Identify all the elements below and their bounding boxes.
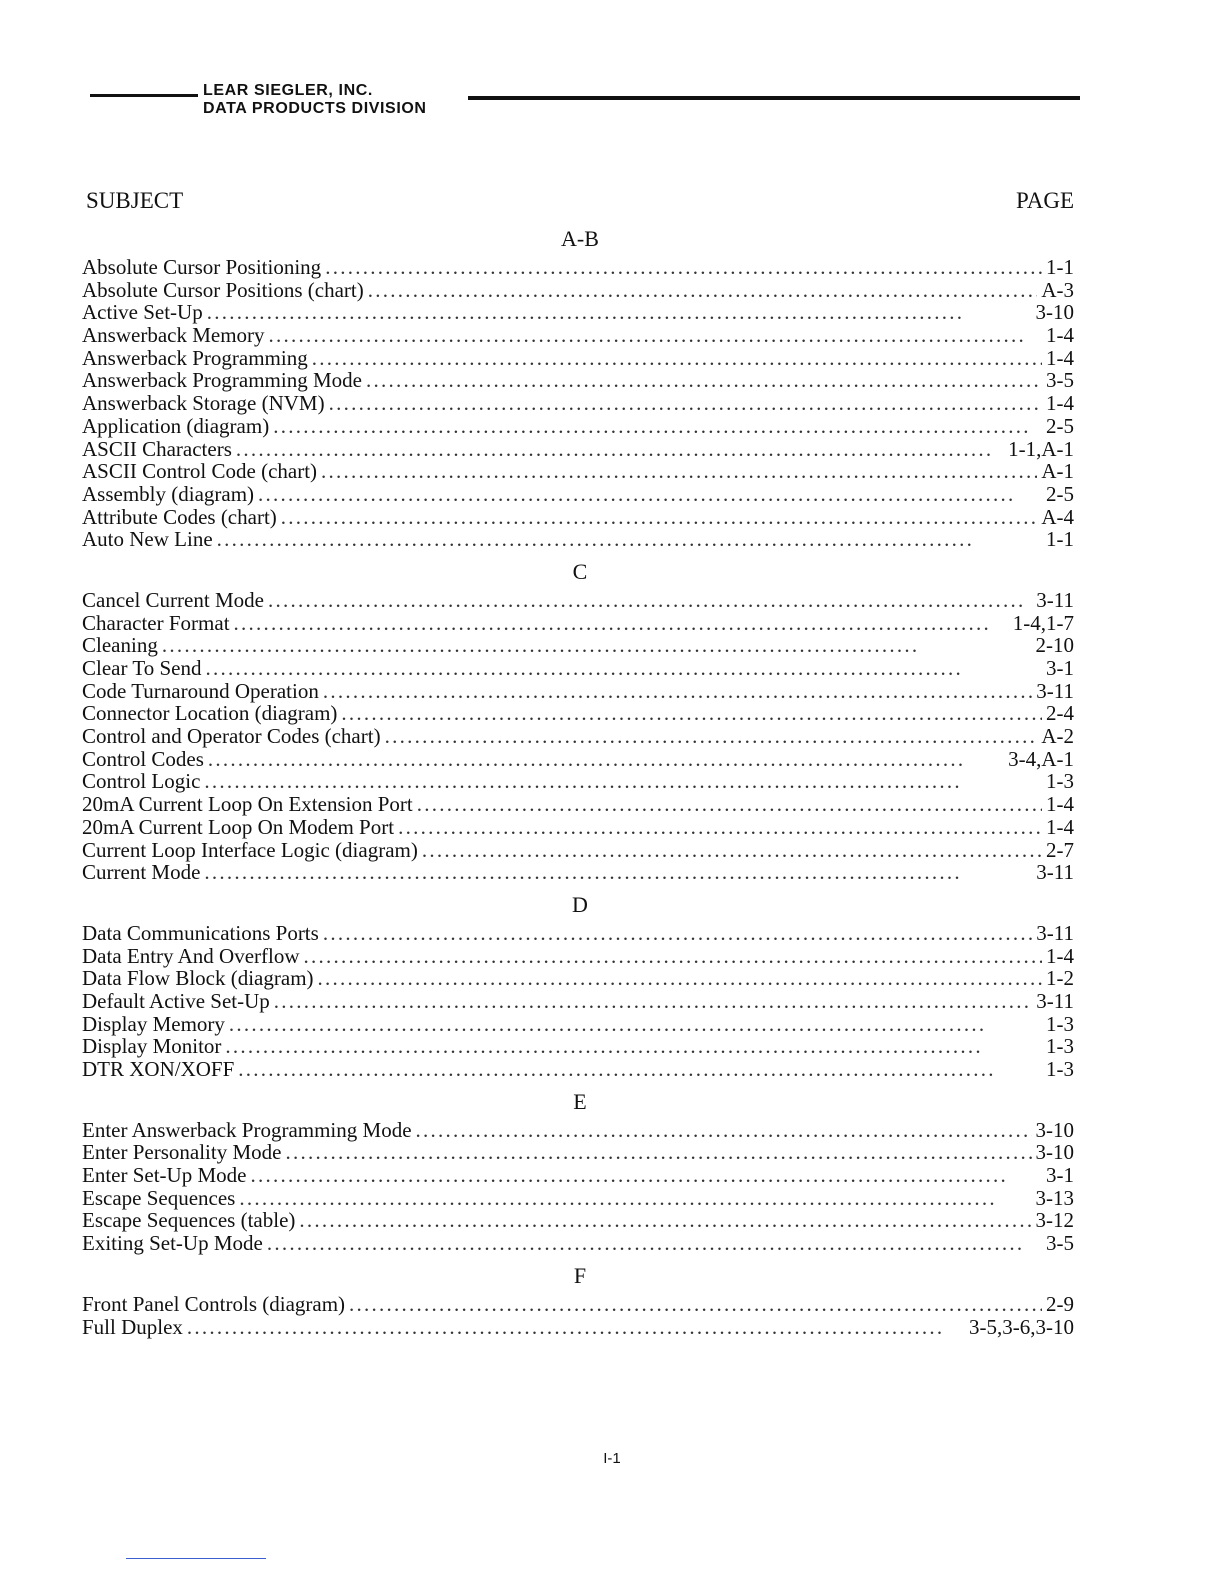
subject-column-header: SUBJECT bbox=[86, 188, 184, 213]
entry-term: Data Flow Block (diagram) bbox=[82, 966, 314, 991]
index-entry bbox=[82, 922, 1074, 945]
entry-term: Current Mode bbox=[82, 860, 201, 885]
entry-term: Answerback Storage (NVM) bbox=[82, 391, 325, 416]
entry-page: 2-4 bbox=[1046, 701, 1074, 726]
entry-term: Display Memory bbox=[82, 1011, 225, 1036]
entry-page: 3-11 bbox=[1036, 678, 1074, 703]
entry-page: A-2 bbox=[1041, 724, 1074, 749]
index-list bbox=[82, 222, 1074, 1342]
index-entry bbox=[82, 1035, 1074, 1058]
entry-page: 3-5 bbox=[1046, 368, 1074, 393]
index-section bbox=[82, 222, 1074, 555]
dot-leader bbox=[285, 1141, 1031, 1164]
index-entry bbox=[82, 990, 1074, 1013]
index-entry bbox=[82, 415, 1074, 438]
index-entry bbox=[82, 1141, 1074, 1164]
index-entry bbox=[82, 589, 1074, 612]
entry-page: 3-5,3-6,3-10 bbox=[969, 1314, 1074, 1339]
section-letter: A-B bbox=[561, 226, 599, 251]
entry-page: 2-5 bbox=[1046, 413, 1074, 438]
index-entry bbox=[82, 506, 1074, 529]
entry-page: 3-1 bbox=[1046, 656, 1074, 680]
index-entry bbox=[82, 1164, 1074, 1187]
entry-term: Answerback Programming bbox=[82, 345, 308, 370]
index-entry bbox=[82, 634, 1074, 657]
index-entry bbox=[82, 861, 1074, 884]
dot-leader bbox=[312, 347, 1042, 370]
entry-term: Absolute Cursor Positioning bbox=[82, 255, 322, 279]
entry-term: Cleaning bbox=[82, 633, 158, 658]
bottom-rule bbox=[126, 1558, 266, 1559]
dot-leader bbox=[268, 589, 1032, 612]
entry-term: Display Monitor bbox=[82, 1034, 222, 1059]
entry-page: 1-4 bbox=[1046, 323, 1074, 348]
entry-term: ASCII Characters bbox=[82, 436, 232, 461]
entry-page: 3-10 bbox=[1035, 1117, 1074, 1142]
dot-leader bbox=[329, 392, 1042, 415]
index-entry bbox=[82, 1119, 1074, 1142]
entry-term: 20mA Current Loop On Modem Port bbox=[82, 814, 395, 839]
index-entry bbox=[82, 369, 1074, 392]
index-section bbox=[82, 1259, 1074, 1342]
index-entry bbox=[82, 770, 1074, 793]
entry-term: Application (diagram) bbox=[82, 413, 270, 438]
dot-leader bbox=[225, 1035, 1042, 1058]
dot-leader bbox=[229, 1013, 1042, 1036]
entry-term: Data Communications Ports bbox=[82, 920, 319, 945]
dot-leader bbox=[258, 483, 1042, 506]
entry-page: 3-13 bbox=[1035, 1185, 1074, 1210]
entry-page: 3-10 bbox=[1035, 1140, 1074, 1165]
dot-leader bbox=[368, 279, 1038, 302]
dot-leader bbox=[321, 460, 1037, 483]
index-entry bbox=[82, 324, 1074, 347]
dot-leader bbox=[366, 369, 1042, 392]
entry-term: Control and Operator Codes (chart) bbox=[82, 724, 381, 749]
entry-term: Current Loop Interface Logic (diagram) bbox=[82, 837, 418, 862]
header-rule-right bbox=[468, 96, 1080, 100]
page-number: I-1 bbox=[603, 1450, 621, 1467]
entry-page: 2-7 bbox=[1046, 837, 1074, 862]
index-entry bbox=[82, 528, 1074, 551]
entry-term: Control Logic bbox=[82, 769, 201, 794]
dot-leader bbox=[269, 324, 1042, 347]
entry-page: 3-5 bbox=[1046, 1231, 1074, 1256]
index-entry bbox=[82, 392, 1074, 415]
index-entry bbox=[82, 301, 1074, 324]
dot-leader bbox=[304, 945, 1042, 968]
index-entry bbox=[82, 612, 1074, 635]
entry-page: 1-1 bbox=[1046, 255, 1074, 279]
dot-leader bbox=[323, 922, 1032, 945]
entry-term: Data Entry And Overflow bbox=[82, 943, 300, 968]
dot-leader bbox=[385, 725, 1038, 748]
entry-page: A-1 bbox=[1041, 459, 1074, 484]
section-letter: D bbox=[572, 891, 588, 917]
dot-leader bbox=[417, 793, 1042, 816]
division-name: DATA PRODUCTS DIVISION bbox=[203, 100, 427, 117]
entry-page: 3-11 bbox=[1036, 988, 1074, 1013]
entry-page: 1-2 bbox=[1046, 966, 1074, 991]
entry-page: 3-12 bbox=[1035, 1208, 1074, 1233]
entry-page: 1-4,1-7 bbox=[1012, 610, 1074, 635]
entry-term: Cancel Current Mode bbox=[82, 587, 264, 612]
index-entry bbox=[82, 967, 1074, 990]
section-letter: E bbox=[573, 1088, 587, 1114]
entry-term: Enter Personality Mode bbox=[82, 1140, 282, 1165]
entry-term: Escape Sequences bbox=[82, 1185, 236, 1210]
entry-term: Control Codes bbox=[82, 746, 204, 771]
page-column-header: PAGE bbox=[1016, 188, 1074, 213]
index-entry bbox=[82, 1187, 1074, 1210]
index-entry bbox=[82, 483, 1074, 506]
dot-leader bbox=[236, 438, 1004, 461]
entry-page: 1-4 bbox=[1046, 814, 1074, 839]
index-entry bbox=[82, 839, 1074, 862]
entry-term: Code Turnaround Operation bbox=[82, 678, 319, 703]
header-text bbox=[203, 82, 427, 118]
entry-page: 3-4,A-1 bbox=[1008, 746, 1074, 771]
section-letter: C bbox=[572, 558, 588, 584]
entry-term: Absolute Cursor Positions (chart) bbox=[82, 277, 364, 302]
dot-leader bbox=[217, 528, 1042, 551]
dot-leader bbox=[250, 1164, 1042, 1187]
index-entry bbox=[82, 1013, 1074, 1036]
index-entry bbox=[82, 748, 1074, 771]
index-entry bbox=[82, 438, 1074, 461]
dot-leader bbox=[325, 256, 1042, 279]
index-entry bbox=[82, 945, 1074, 968]
page-header bbox=[90, 82, 1080, 122]
index-entry bbox=[82, 460, 1074, 483]
index-entry bbox=[82, 1232, 1074, 1255]
entry-term: Full Duplex bbox=[82, 1314, 183, 1339]
entry-term: 20mA Current Loop On Extension Port bbox=[82, 792, 413, 817]
entry-term: Character Format bbox=[82, 610, 230, 635]
index-entry bbox=[82, 816, 1074, 839]
dot-leader bbox=[349, 1293, 1042, 1316]
entry-page: 1-4 bbox=[1046, 345, 1074, 370]
dot-leader bbox=[267, 1232, 1042, 1255]
index-entry bbox=[82, 279, 1074, 302]
dot-leader bbox=[273, 415, 1042, 438]
entry-term: Escape Sequences (table) bbox=[82, 1208, 296, 1233]
entry-term: Default Active Set-Up bbox=[82, 988, 270, 1013]
entry-page: 1-4 bbox=[1046, 792, 1074, 817]
index-entry bbox=[82, 347, 1074, 370]
entry-page: 2-9 bbox=[1046, 1291, 1074, 1316]
entry-page: 3-10 bbox=[1035, 300, 1074, 325]
entry-term: Auto New Line bbox=[82, 527, 213, 552]
index-entry bbox=[82, 256, 1074, 279]
entry-page: 3-11 bbox=[1036, 920, 1074, 945]
entry-term: Answerback Programming Mode bbox=[82, 368, 362, 393]
entry-page: 2-5 bbox=[1046, 481, 1074, 506]
entry-term: Enter Answerback Programming Mode bbox=[82, 1117, 412, 1142]
entry-page: A-4 bbox=[1041, 504, 1074, 529]
index-entry bbox=[82, 725, 1074, 748]
entry-page: 3-11 bbox=[1036, 587, 1074, 612]
dot-leader bbox=[207, 301, 1032, 324]
index-entry bbox=[82, 1209, 1074, 1232]
entry-page: 3-1 bbox=[1046, 1163, 1074, 1188]
entry-term: Clear To Send bbox=[82, 656, 202, 680]
index-entry bbox=[82, 1058, 1074, 1081]
entry-term: Enter Set-Up Mode bbox=[82, 1163, 247, 1188]
dot-leader bbox=[234, 612, 1009, 635]
dot-leader bbox=[205, 657, 1042, 680]
entry-term: ASCII Control Code (chart) bbox=[82, 459, 318, 484]
entry-page: 1-1,A-1 bbox=[1008, 436, 1074, 461]
entry-page: 1-4 bbox=[1046, 391, 1074, 416]
index-entry bbox=[82, 657, 1074, 680]
index-entry bbox=[82, 702, 1074, 725]
dot-leader bbox=[299, 1209, 1031, 1232]
entry-page: 2-10 bbox=[1035, 633, 1074, 658]
dot-leader bbox=[204, 770, 1042, 793]
dot-leader bbox=[204, 861, 1032, 884]
entry-page: 1-4 bbox=[1046, 943, 1074, 968]
entry-page: 1-3 bbox=[1046, 1057, 1074, 1081]
dot-leader bbox=[398, 816, 1042, 839]
entry-term: Front Panel Controls (diagram) bbox=[82, 1291, 346, 1316]
dot-leader bbox=[238, 1058, 1042, 1081]
dot-leader bbox=[416, 1119, 1032, 1142]
entry-term: Attribute Codes (chart) bbox=[82, 504, 277, 529]
entry-page: 1-1 bbox=[1046, 527, 1074, 552]
entry-page: 3-11 bbox=[1036, 860, 1074, 885]
entry-page: 1-3 bbox=[1046, 1034, 1074, 1059]
dot-leader bbox=[318, 967, 1042, 990]
entry-page: 1-3 bbox=[1046, 1011, 1074, 1036]
entry-term: Assembly (diagram) bbox=[82, 481, 255, 506]
dot-leader bbox=[422, 839, 1042, 862]
entry-term: Connector Location (diagram) bbox=[82, 701, 338, 726]
section-letter: F bbox=[573, 1262, 587, 1288]
dot-leader bbox=[208, 748, 1004, 771]
entry-term: DTR XON/XOFF bbox=[82, 1057, 235, 1081]
company-name: LEAR SIEGLER, INC. bbox=[203, 82, 373, 99]
section-gap bbox=[82, 1338, 1074, 1342]
index-section bbox=[82, 1085, 1074, 1259]
index-entry bbox=[82, 680, 1074, 703]
index-entry bbox=[82, 1316, 1074, 1339]
dot-leader bbox=[341, 702, 1042, 725]
dot-leader bbox=[162, 634, 1032, 657]
dot-leader bbox=[274, 990, 1033, 1013]
index-entry bbox=[82, 793, 1074, 816]
index-entry bbox=[82, 1293, 1074, 1316]
index-section bbox=[82, 888, 1074, 1085]
entry-term: Answerback Memory bbox=[82, 323, 265, 348]
dot-leader bbox=[239, 1187, 1031, 1210]
entry-page: 1-3 bbox=[1046, 769, 1074, 794]
header-rule-left bbox=[90, 94, 198, 97]
dot-leader bbox=[323, 680, 1032, 703]
dot-leader bbox=[187, 1316, 965, 1339]
index-section bbox=[82, 555, 1074, 888]
entry-term: Active Set-Up bbox=[82, 300, 203, 325]
entry-page: A-3 bbox=[1041, 277, 1074, 302]
dot-leader bbox=[281, 506, 1038, 529]
entry-term: Exiting Set-Up Mode bbox=[82, 1231, 263, 1256]
